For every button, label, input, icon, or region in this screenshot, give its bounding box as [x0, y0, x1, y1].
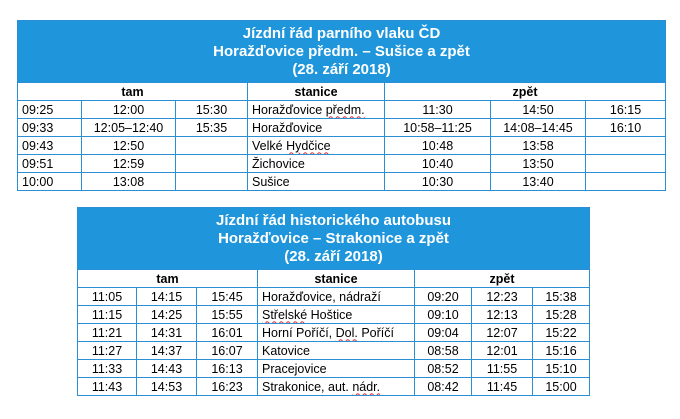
train-tam-cell: 12:00 [82, 101, 176, 119]
train-zpet-cell: 14:08–14:45 [491, 119, 586, 137]
train-zpet-cell: 10:40 [385, 155, 491, 173]
train-station-cell: Horažďovice předm. [248, 101, 385, 119]
bus-tam-cell: 14:37 [137, 342, 197, 360]
bus-tam-cell: 16:01 [197, 324, 258, 342]
bus-station-cell: Horní Poříčí, Dol. Poříčí [258, 324, 415, 342]
train-zpet-cell: 13:50 [491, 155, 586, 173]
bus-station-cell: Strakonice, aut. nádr. [258, 378, 415, 396]
table-row [18, 155, 666, 173]
bus-header-stanice: stanice [258, 270, 415, 288]
table-row [18, 173, 666, 191]
table-row [18, 119, 666, 137]
bus-zpet-cell: 09:20 [415, 288, 472, 306]
bus-title-line-1: Jízdní řád historického autobusu [215, 212, 452, 229]
bus-station-cell: Pracejovice [258, 360, 415, 378]
bus-zpet-cell: 15:28 [533, 306, 590, 324]
train-title-line-1: Jízdní řád parního vlaku ČD [242, 25, 441, 42]
bus-zpet-cell: 08:52 [415, 360, 472, 378]
bus-zpet-cell: 08:58 [415, 342, 472, 360]
train-zpet-cell: 10:48 [385, 137, 491, 155]
bus-zpet-cell: 09:04 [415, 324, 472, 342]
bus-tam-cell: 14:31 [137, 324, 197, 342]
train-station-cell: Žichovice [248, 155, 385, 173]
bus-zpet-cell: 12:01 [472, 342, 533, 360]
train-tam-cell: 09:43 [18, 137, 82, 155]
bus-station-cell: Střelské Hoštice [258, 306, 415, 324]
table-row [18, 101, 666, 119]
train-title-row [18, 21, 666, 83]
train-tam-cell [176, 137, 248, 155]
train-station-cell: Velké Hydčice [248, 137, 385, 155]
bus-station-spell: nádr. [352, 379, 381, 394]
bus-title-row [78, 208, 590, 270]
table-row [78, 306, 590, 324]
bus-zpet-cell: 15:10 [533, 360, 590, 378]
table-row [78, 360, 590, 378]
train-zpet-cell [586, 155, 666, 173]
bus-station-spell: Dol. [335, 325, 358, 340]
train-tam-cell: 09:33 [18, 119, 82, 137]
bus-zpet-cell: 15:16 [533, 342, 590, 360]
train-timetable [17, 20, 666, 191]
train-zpet-cell: 13:40 [491, 173, 586, 191]
train-zpet-cell: 14:50 [491, 101, 586, 119]
bus-zpet-cell: 08:42 [415, 378, 472, 396]
train-tam-cell: 09:51 [18, 155, 82, 173]
bus-zpet-cell: 12:13 [472, 306, 533, 324]
bus-title [78, 208, 590, 270]
bus-tam-cell: 11:43 [78, 378, 137, 396]
train-header-row [18, 83, 666, 101]
train-tam-cell: 15:35 [176, 119, 248, 137]
train-header-stanice: stanice [248, 83, 385, 101]
bus-tam-cell: 16:23 [197, 378, 258, 396]
train-tam-cell: 13:08 [82, 173, 176, 191]
bus-tam-cell: 14:15 [137, 288, 197, 306]
bus-station-cell: Horažďovice, nádraží [258, 288, 415, 306]
bus-header-zpet: zpět [415, 270, 590, 288]
bus-tam-cell: 15:45 [197, 288, 258, 306]
table-row [18, 137, 666, 155]
bus-zpet-cell: 12:07 [472, 324, 533, 342]
table-row [78, 288, 590, 306]
bus-tam-cell: 14:43 [137, 360, 197, 378]
table-row [78, 378, 590, 396]
bus-tam-cell: 11:15 [78, 306, 137, 324]
train-zpet-cell: 16:15 [586, 101, 666, 119]
train-tam-cell: 12:50 [82, 137, 176, 155]
train-zpet-cell: 10:58–11:25 [385, 119, 491, 137]
train-zpet-cell: 10:30 [385, 173, 491, 191]
train-tam-cell: 09:25 [18, 101, 82, 119]
bus-tam-cell: 14:53 [137, 378, 197, 396]
bus-tam-cell: 16:07 [197, 342, 258, 360]
bus-timetable [77, 207, 590, 396]
train-header-tam: tam [18, 83, 248, 101]
bus-tam-cell: 11:27 [78, 342, 137, 360]
train-tam-cell: 12:59 [82, 155, 176, 173]
train-title-line-3: (28. září 2018) [292, 61, 391, 78]
bus-zpet-cell: 09:10 [415, 306, 472, 324]
train-zpet-cell [586, 137, 666, 155]
bus-station-cell: Katovice [258, 342, 415, 360]
bus-tam-cell: 11:33 [78, 360, 137, 378]
train-tam-cell [176, 155, 248, 173]
bus-zpet-cell: 15:00 [533, 378, 590, 396]
train-tam-cell: 15:30 [176, 101, 248, 119]
bus-tam-cell: 14:25 [137, 306, 197, 324]
bus-zpet-cell: 11:45 [472, 378, 533, 396]
bus-zpet-cell: 15:38 [533, 288, 590, 306]
train-header-zpet: zpět [385, 83, 666, 101]
train-station-cell: Sušice [248, 173, 385, 191]
bus-zpet-cell: 11:55 [472, 360, 533, 378]
train-station-spell: Hydčice [286, 138, 331, 153]
bus-title-line-2: Horažďovice – Strakonice a zpět [218, 230, 449, 247]
train-tam-cell [176, 173, 248, 191]
bus-header-row [78, 270, 590, 288]
train-title [18, 21, 666, 83]
train-tam-cell: 10:00 [18, 173, 82, 191]
train-zpet-cell: 13:58 [491, 137, 586, 155]
train-station-suffix: předm. [325, 102, 365, 117]
train-tam-cell: 12:05–12:40 [82, 119, 176, 137]
train-zpet-cell [586, 173, 666, 191]
bus-tam-cell: 15:55 [197, 306, 258, 324]
bus-tam-cell: 11:21 [78, 324, 137, 342]
train-zpet-cell: 11:30 [385, 101, 491, 119]
bus-tam-cell: 16:13 [197, 360, 258, 378]
bus-zpet-cell: 15:22 [533, 324, 590, 342]
train-zpet-cell: 16:10 [586, 119, 666, 137]
bus-header-tam: tam [78, 270, 258, 288]
table-row [78, 324, 590, 342]
bus-title-line-3: (28. září 2018) [284, 248, 383, 265]
train-title-line-2: Horažďovice předm. – Sušice a zpět [213, 43, 470, 60]
train-station-cell: Horažďovice [248, 119, 385, 137]
bus-tam-cell: 11:05 [78, 288, 137, 306]
bus-station-spell: Střelské [262, 307, 308, 322]
bus-zpet-cell: 12:23 [472, 288, 533, 306]
table-row [78, 342, 590, 360]
